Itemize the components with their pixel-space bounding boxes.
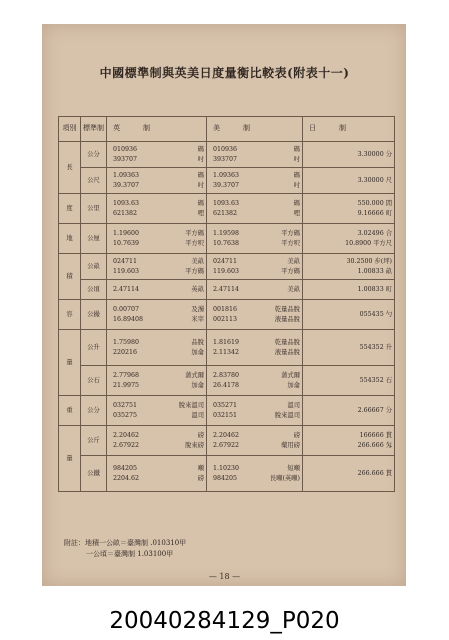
- unit-cell: 公里: [81, 194, 107, 224]
- conversion-line: [107, 464, 206, 474]
- conversion-unit: 平方碼: [281, 267, 300, 275]
- conversion-unit: 碼: [293, 146, 300, 153]
- header-american: 美 制: [207, 117, 303, 142]
- unit-cell: 公斤: [81, 426, 107, 456]
- conversion-value: 024711: [113, 258, 138, 265]
- american-cell: [207, 300, 303, 330]
- japanese-cell: [303, 254, 395, 280]
- conversion-value: 220216: [113, 348, 138, 356]
- note-label: 附註：地積一公畝＝臺灣制: [64, 539, 148, 547]
- conversion-value: 2.66667: [357, 406, 384, 414]
- conversion-value: 2.20462: [113, 432, 140, 439]
- conversion-value: 1.00833: [357, 285, 384, 293]
- conversion-value: 010936: [113, 146, 138, 153]
- conversion-unit: 磅: [293, 432, 300, 439]
- category-cell: 地: [59, 224, 81, 254]
- table-notes: [64, 538, 186, 560]
- conversion-unit: 碼: [197, 146, 204, 153]
- conversion-line: [107, 171, 206, 181]
- conversion-value: 554352: [359, 376, 384, 384]
- conversion-value: 2.20462: [213, 432, 240, 439]
- conversion-line: [107, 348, 206, 358]
- comparison-table: [58, 116, 395, 492]
- conversion-value: 621382: [213, 209, 238, 217]
- conversion-line: [107, 209, 206, 219]
- conversion-value: 1093.63: [113, 200, 140, 207]
- british-cell: [107, 142, 207, 168]
- conversion-unit: 分: [385, 406, 392, 414]
- conversion-unit: 畝: [385, 267, 392, 275]
- american-cell: [207, 224, 303, 254]
- conversion-unit: 磅: [197, 432, 204, 439]
- british-cell: [107, 224, 207, 254]
- conversion-line: [207, 371, 302, 381]
- conversion-value: 550.000: [357, 200, 384, 207]
- note-line-2: [64, 549, 186, 560]
- conversion-line: [207, 381, 302, 391]
- conversion-value: 9.16666: [357, 209, 384, 217]
- conversion-unit: 乾量品脫: [274, 339, 300, 346]
- conversion-value: 0.00707: [113, 306, 140, 313]
- page-number: — 18 —: [208, 572, 241, 581]
- header-british: 英 制: [107, 117, 207, 142]
- conversion-unit: 蒲式爾: [185, 372, 204, 379]
- conversion-line: [107, 257, 206, 267]
- conversion-unit: 加侖: [287, 381, 300, 389]
- conversion-unit: 乾量品脫: [274, 306, 300, 313]
- conversion-unit: 碼: [293, 172, 300, 179]
- japanese-cell: [303, 366, 395, 396]
- japanese-cell: [303, 194, 395, 224]
- conversion-line: [303, 229, 394, 239]
- conversion-unit: 碼: [197, 172, 204, 179]
- conversion-unit: 吋: [197, 155, 204, 163]
- conversion-value: 010936: [213, 146, 238, 153]
- table-row: [59, 168, 395, 194]
- conversion-unit: 碼: [293, 200, 300, 207]
- conversion-value: 39.3707: [113, 181, 140, 189]
- japanese-cell: [303, 280, 395, 300]
- conversion-value: 2204.62: [113, 474, 140, 482]
- conversion-line: [207, 145, 302, 155]
- conversion-line: [207, 338, 302, 348]
- conversion-value: 1.19598: [213, 230, 240, 237]
- header-category: 項別: [59, 117, 81, 142]
- conversion-line: [107, 199, 206, 209]
- conversion-unit: 磅: [197, 474, 204, 482]
- conversion-value: 1.81619: [213, 339, 240, 346]
- conversion-value: 621382: [113, 209, 138, 217]
- conversion-value: 1.19600: [113, 230, 140, 237]
- conversion-line: [207, 285, 302, 295]
- conversion-line: [207, 305, 302, 315]
- conversion-unit: 短噸: [287, 465, 300, 472]
- conversion-value: 393707: [213, 155, 238, 163]
- american-cell: [207, 280, 303, 300]
- conversion-unit: 加侖: [191, 381, 204, 389]
- conversion-line: [207, 464, 302, 474]
- conversion-line: [107, 338, 206, 348]
- unit-cell: 公升: [81, 330, 107, 366]
- unit-cell: 公厘: [81, 224, 107, 254]
- conversion-value: 1.10230: [213, 465, 240, 472]
- conversion-unit: 平方碼: [281, 230, 300, 237]
- category-cell: 積: [59, 254, 81, 300]
- conversion-value: 2.67922: [213, 441, 240, 449]
- conversion-unit: 液量品脫: [274, 348, 300, 356]
- conversion-value: 554352: [359, 343, 384, 351]
- table-header-row: [59, 117, 395, 142]
- conversion-line: [107, 411, 206, 421]
- page-title: 中國標準制與英美日度量衡比較表(附表十一): [99, 66, 350, 80]
- conversion-value: 2.83780: [213, 372, 240, 379]
- conversion-unit: 溫司: [191, 411, 204, 419]
- conversion-line: [303, 209, 394, 219]
- conversion-value: 3.30000: [357, 176, 384, 184]
- conversion-line: [303, 441, 394, 451]
- british-cell: [107, 300, 207, 330]
- conversion-value: 10.7639: [113, 239, 140, 247]
- conversion-unit: 脫來磅: [185, 441, 204, 449]
- conversion-unit: 合: [385, 230, 392, 237]
- conversion-unit: 噸: [197, 465, 204, 472]
- conversion-unit: 及濁: [191, 306, 204, 313]
- category-cell: 容: [59, 300, 81, 330]
- british-cell: [107, 330, 207, 366]
- conversion-line: [303, 469, 394, 479]
- conversion-unit: 吋: [293, 155, 300, 163]
- conversion-unit: 英畝: [191, 285, 204, 293]
- conversion-line: [107, 229, 206, 239]
- conversion-unit: 蒲式爾: [281, 372, 300, 379]
- conversion-line: [107, 315, 206, 325]
- conversion-unit: 加侖: [191, 348, 204, 356]
- conversion-line: [107, 267, 206, 277]
- american-cell: [207, 366, 303, 396]
- conversion-unit: 貫: [385, 469, 392, 477]
- conversion-unit: 町: [385, 285, 392, 293]
- american-cell: [207, 168, 303, 194]
- table-row: [59, 396, 395, 426]
- japanese-cell: [303, 456, 395, 492]
- conversion-unit: 分: [385, 150, 392, 158]
- conversion-line: [207, 401, 302, 411]
- conversion-line: [207, 181, 302, 191]
- conversion-value: 266.666: [357, 469, 384, 477]
- conversion-line: [107, 474, 206, 484]
- conversion-unit: 品脫: [191, 339, 204, 346]
- conversion-line: [207, 315, 302, 325]
- conversion-value: 2.67922: [113, 441, 140, 449]
- british-cell: [107, 194, 207, 224]
- conversion-value: 39.3707: [213, 181, 240, 189]
- table-row: [59, 142, 395, 168]
- conversion-line: [303, 376, 394, 386]
- unit-cell: 公分: [81, 142, 107, 168]
- conversion-value: 16.89408: [113, 315, 144, 323]
- conversion-unit: 貫: [385, 432, 392, 439]
- conversion-line: [207, 199, 302, 209]
- unit-cell: 公石: [81, 366, 107, 396]
- note-label: 一公頃＝臺灣制: [86, 550, 135, 558]
- category-cell: 度: [59, 194, 81, 224]
- conversion-value: 119.603: [213, 267, 240, 275]
- conversion-unit: 平方尺: [373, 239, 392, 247]
- conversion-line: [207, 155, 302, 165]
- category-cell: 重: [59, 396, 81, 426]
- conversion-value: 1.75980: [113, 339, 140, 346]
- conversion-line: [107, 401, 206, 411]
- conversion-line: [303, 199, 394, 209]
- japanese-cell: [303, 224, 395, 254]
- conversion-value: 393707: [113, 155, 138, 163]
- unit-cell: 公分: [81, 396, 107, 426]
- header-standard: 標準制: [81, 117, 107, 142]
- conversion-unit: 液量品脫: [274, 315, 300, 323]
- conversion-line: [107, 155, 206, 165]
- conversion-line: [207, 257, 302, 267]
- conversion-unit: 間: [385, 200, 392, 207]
- american-cell: [207, 254, 303, 280]
- conversion-line: [207, 209, 302, 219]
- conversion-unit: 吋: [197, 181, 204, 189]
- conversion-line: [207, 474, 302, 484]
- conversion-line: [303, 267, 394, 277]
- conversion-value: 984205: [213, 474, 238, 482]
- conversion-line: [107, 431, 206, 441]
- conversion-value: 2.77968: [113, 372, 140, 379]
- conversion-line: [303, 310, 394, 320]
- conversion-value: 119.603: [113, 267, 140, 275]
- conversion-unit: 脫來溫司: [274, 411, 300, 419]
- conversion-line: [303, 150, 394, 160]
- conversion-value: 10.7638: [213, 239, 240, 247]
- american-cell: [207, 142, 303, 168]
- conversion-line: [207, 411, 302, 421]
- table-row: [59, 330, 395, 366]
- conversion-line: [107, 371, 206, 381]
- british-cell: [107, 456, 207, 492]
- conversion-unit: 碼: [197, 200, 204, 207]
- conversion-unit: 石: [385, 376, 392, 384]
- conversion-unit: 匁: [385, 441, 392, 449]
- table-row: [59, 224, 395, 254]
- japanese-cell: [303, 426, 395, 456]
- american-cell: [207, 456, 303, 492]
- british-cell: [107, 280, 207, 300]
- note-value: 1.03100甲: [137, 550, 174, 558]
- japanese-cell: [303, 168, 395, 194]
- conversion-value: 024711: [213, 258, 238, 265]
- british-cell: [107, 366, 207, 396]
- note-line-1: [64, 538, 186, 549]
- japanese-cell: [303, 142, 395, 168]
- conversion-line: [303, 343, 394, 353]
- conversion-line: [303, 406, 394, 416]
- japanese-cell: [303, 396, 395, 426]
- unit-cell: 公撮: [81, 300, 107, 330]
- conversion-unit: 脫來溫司: [178, 402, 204, 409]
- conversion-line: [107, 381, 206, 391]
- conversion-unit: 美畝: [191, 258, 204, 265]
- british-cell: [107, 396, 207, 426]
- conversion-line: [303, 239, 394, 249]
- conversion-line: [303, 257, 394, 267]
- conversion-value: 1.09363: [213, 172, 240, 179]
- header-japanese: 日 制: [303, 117, 395, 142]
- conversion-value: 002113: [213, 315, 238, 323]
- unit-cell: 公鐵: [81, 456, 107, 492]
- conversion-unit: 藥用磅: [281, 441, 300, 449]
- japanese-cell: [303, 330, 395, 366]
- table-row: [59, 280, 395, 300]
- british-cell: [107, 168, 207, 194]
- conversion-value: 032751: [113, 402, 138, 409]
- conversion-line: [303, 285, 394, 295]
- table-row: [59, 456, 395, 492]
- conversion-line: [207, 229, 302, 239]
- table-row: [59, 300, 395, 330]
- conversion-line: [207, 441, 302, 451]
- american-cell: [207, 194, 303, 224]
- british-cell: [107, 254, 207, 280]
- conversion-line: [107, 285, 206, 295]
- conversion-value: 1093.63: [213, 200, 240, 207]
- conversion-unit: 溫司: [287, 402, 300, 409]
- image-caption: 20040284129_P020: [109, 608, 340, 634]
- british-cell: [107, 426, 207, 456]
- conversion-unit: 米宰: [191, 315, 204, 323]
- conversion-value: 055435: [359, 310, 384, 318]
- conversion-unit: 美畝: [287, 285, 300, 293]
- conversion-value: 1.00833: [357, 267, 384, 275]
- conversion-unit: 尺: [385, 176, 392, 184]
- note-value: .010310甲: [150, 539, 187, 547]
- conversion-unit: 吋: [293, 181, 300, 189]
- conversion-unit: 哩: [197, 209, 204, 217]
- conversion-unit: 町: [385, 209, 392, 217]
- conversion-value: 2.47114: [113, 285, 140, 293]
- conversion-unit: 平方碼: [185, 267, 204, 275]
- conversion-line: [107, 145, 206, 155]
- conversion-value: 266.666: [357, 441, 384, 449]
- conversion-line: [207, 431, 302, 441]
- conversion-value: 1.09363: [113, 172, 140, 179]
- japanese-cell: [303, 300, 395, 330]
- conversion-unit: 升: [385, 343, 392, 351]
- conversion-unit: 勺: [385, 310, 392, 318]
- conversion-value: 166666: [359, 432, 384, 439]
- conversion-value: 3.30000: [357, 150, 384, 158]
- conversion-line: [207, 171, 302, 181]
- conversion-line: [207, 348, 302, 358]
- unit-cell: 公尺: [81, 168, 107, 194]
- conversion-line: [107, 305, 206, 315]
- conversion-unit: 平方碼: [185, 230, 204, 237]
- conversion-value: 035275: [113, 411, 138, 419]
- conversion-line: [107, 181, 206, 191]
- category-cell: 量: [59, 330, 81, 396]
- conversion-line: [207, 239, 302, 249]
- american-cell: [207, 330, 303, 366]
- conversion-value: 001816: [213, 306, 238, 313]
- conversion-value: 032151: [213, 411, 238, 419]
- american-cell: [207, 396, 303, 426]
- conversion-value: 2.47114: [213, 285, 240, 293]
- table-row: [59, 366, 395, 396]
- conversion-unit: 哩: [293, 209, 300, 217]
- conversion-line: [207, 267, 302, 277]
- conversion-value: 26.4178: [213, 381, 240, 389]
- conversion-value: 10.8900: [345, 239, 372, 247]
- conversion-unit: 長噸(英噸): [269, 474, 300, 482]
- conversion-value: 984205: [113, 465, 138, 472]
- category-cell: 量: [59, 426, 81, 492]
- conversion-line: [107, 441, 206, 451]
- table-row: [59, 254, 395, 280]
- conversion-line: [303, 176, 394, 186]
- table-row: [59, 194, 395, 224]
- conversion-value: 30.2500: [346, 258, 373, 265]
- american-cell: [207, 426, 303, 456]
- table-row: [59, 426, 395, 456]
- conversion-value: 3.02496: [357, 230, 384, 237]
- conversion-value: 21.9975: [113, 381, 140, 389]
- conversion-unit: 平方呎: [281, 239, 300, 247]
- conversion-unit: 步(坪): [374, 258, 392, 265]
- conversion-line: [107, 239, 206, 249]
- category-cell: 長: [59, 142, 81, 194]
- conversion-unit: 美畝: [287, 258, 300, 265]
- conversion-value: 035271: [213, 402, 238, 409]
- conversion-value: 2.11342: [213, 348, 240, 356]
- unit-cell: 公頃: [81, 280, 107, 300]
- conversion-unit: 平方呎: [185, 239, 204, 247]
- conversion-line: [303, 431, 394, 441]
- unit-cell: 公畝: [81, 254, 107, 280]
